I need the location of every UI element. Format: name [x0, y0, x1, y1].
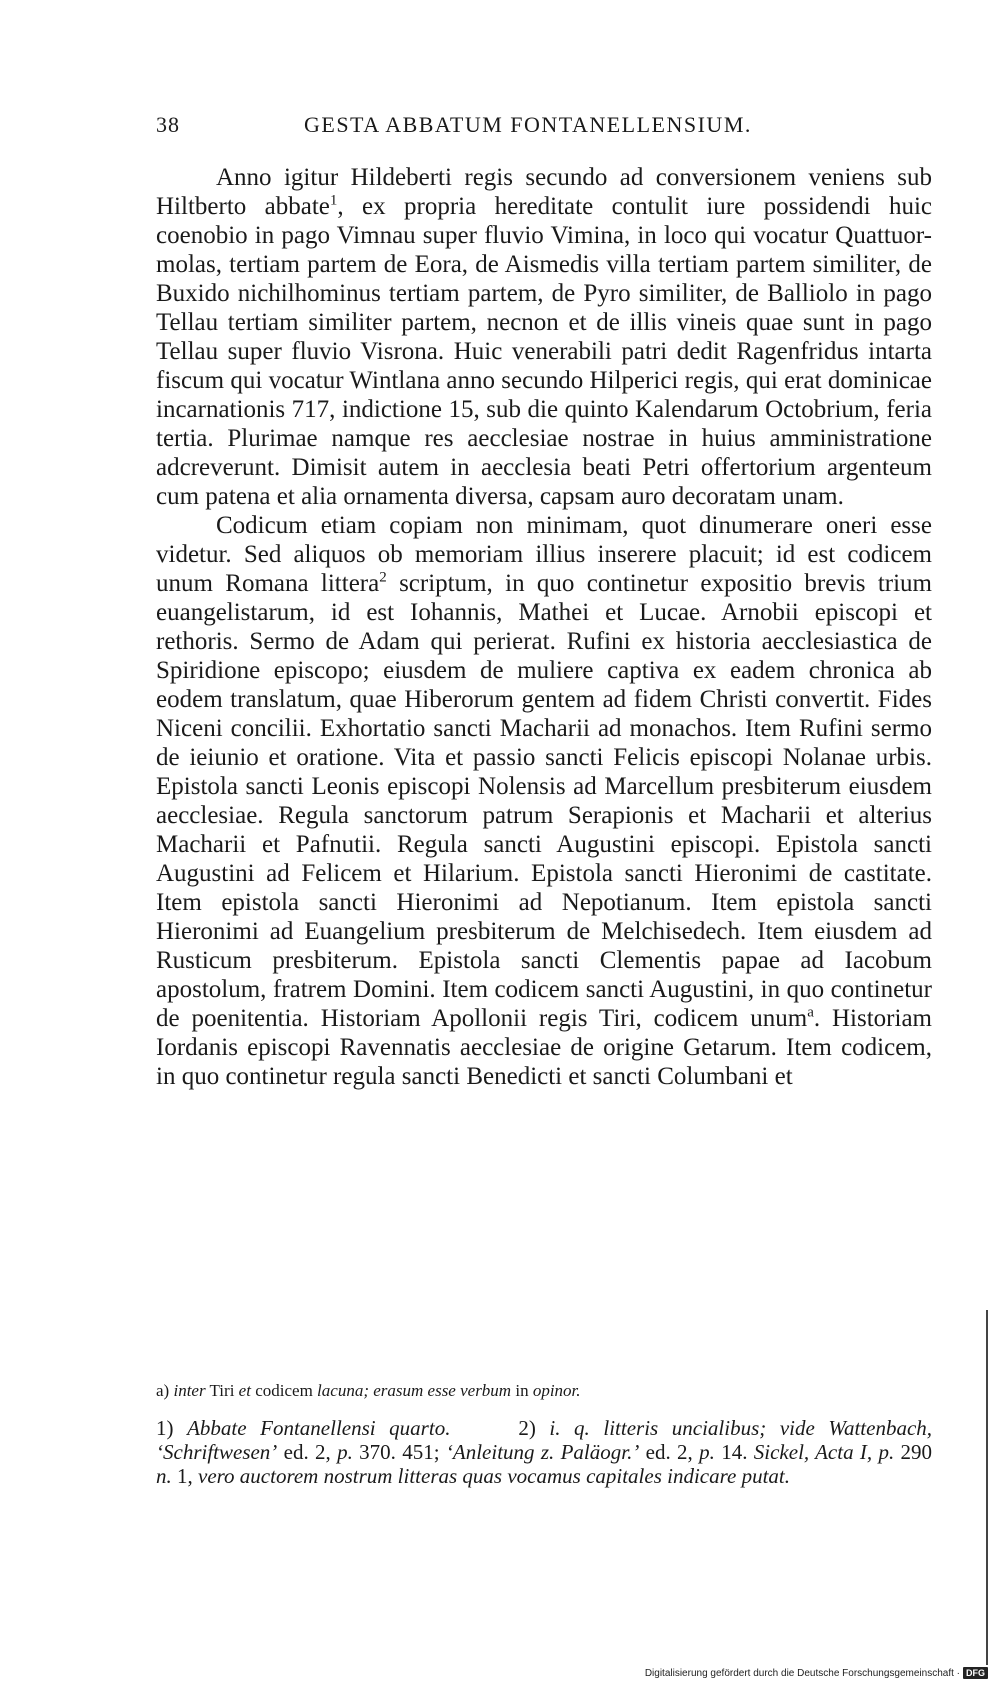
footnotes-numbered: [156, 1416, 932, 1488]
footnote-2-italic-2: Wattenbach, ‘Schriftwesen’: [156, 1416, 933, 1464]
footnote-a-italic-2: et: [238, 1381, 251, 1400]
digitization-credit: [645, 1667, 988, 1679]
credit-text: Digitalisierung gefördert durch die Deutsche Forschungsgemeinschaft ·: [644, 1667, 960, 1679]
main-text: [156, 163, 932, 1091]
paragraph-1: [156, 163, 932, 511]
paragraph-2-text-c: . Historiam Iordanis episcopi Ravennatis aecclesiae de origine Getarum. Item codicem, in quo continetur regula sancti Benedicti et sancti Columbani et: [156, 1005, 932, 1090]
footnote-2-roman-5: 290: [894, 1440, 933, 1464]
paragraph-1-text-b: , ex propria hereditate contulit iure possidendi huic coenobio in pago Vimnau super fluvio Vimina, in loco qui vocatur Quattuor-molas, tertiam partem de Eora, de Aismedis villa tertiam partem similiter, de Buxido nichilhominus tertiam partem, de Pyro similiter, de Balliolo in pago Tellau tertiam similiter partem, necnon et de illis vineis quae sunt in pago Tellau super fluvio Visrona. Huic venerabili patri dedit Ragenfridus intarta fiscum qui vocatur Wintlana anno secundo Hilperici regis, qui erat dominicae incarnationis 717, indictione 15, sub die quinto Kalendarum Octobrium, feria tertia. Plurimae namque res aecclesiae nostrae in huius amministratione adcreverunt. Dimisit autem in aecclesia beati Petri offertorium argenteum cum patena et alia ornamenta diversa, capsam auro decoratam unam.: [156, 193, 932, 510]
paragraph-1-text-a: Anno igitur Hildeberti regis secundo ad conversionem veniens sub Hiltberto abbate: [156, 164, 932, 220]
footnote-a: [156, 1380, 932, 1402]
footnote-2-roman-6: 1,: [171, 1464, 198, 1488]
footnote-1-text: Abbate Fontanellensi quarto.: [187, 1416, 451, 1440]
footnote-2-italic-7: n.: [156, 1464, 172, 1488]
paragraph-2: [156, 511, 932, 1091]
page-number: 38: [156, 112, 180, 137]
footnote-ref-a: a: [807, 1004, 814, 1021]
footnote-2-italic-8: vero auctorem nostrum litteras quas vocamus capitales indicare putat.: [198, 1464, 791, 1488]
footnote-2-italic-5: p.: [699, 1440, 715, 1464]
footnote-2-roman-3: ed. 2,: [639, 1440, 700, 1464]
footnote-2-roman-4: 14.: [714, 1440, 754, 1464]
footnote-a-italic-3: lacuna; erasum esse verbum: [317, 1381, 512, 1400]
footnote-a-mark: a): [156, 1381, 170, 1400]
footnote-2-roman-1: ed. 2,: [277, 1440, 338, 1464]
footnote-ref-1: 1: [329, 192, 338, 209]
footnote-2-mark: 2): [518, 1416, 536, 1440]
footnote-a-italic-1: inter: [173, 1381, 206, 1400]
footnote-a-roman-1: Tiri: [205, 1381, 239, 1400]
running-title: GESTA ABBATUM FONTANELLENSIUM.: [304, 112, 752, 137]
footnote-2-italic-4: ‘Anleitung z. Paläogr.’: [445, 1440, 640, 1464]
scan-margin-line: [986, 1310, 988, 1665]
dfg-logo: DFG: [963, 1667, 988, 1679]
paragraph-2-text-b: scriptum, in quo continetur expositio brevis trium euangelistarum, id est Iohannis, Mathei et Lucae. Arnobii episcopi et rethoris. Sermo de Adam qui perierat. Rufini ex historia aecclesiastica de Spiridione episcopo; eiusdem de muliere captiva ex eadem chronica ab eodem translatum, quae Hiberorum gentem ad fidem Christi convertit. Fides Niceni concilii. Exhortatio sancti Macharii ad monachos. Item Rufini sermo de ieiunio et oratione. Vita et passio sancti Felicis episcopi Nolanae urbis. Epistola sancti Leonis episcopi Nolensis ad Marcellum presbiterum eiusdem aecclesiae. Regula sanctorum patrum Serapionis et Macharii et alterius Macharii et Pafnutii. Regula sancti Augustini episcopi. Epistola sancti Augustini ad Felicem et Hilarium. Epistola sancti Hieronimi de castitate. Item epistola sancti Hieronimi ad Nepotianum. Item epistola sancti Hieronimi ad Euangelium presbiterum de Melchisedech. Item eiusdem ad Rusticum presbiterum. Epistola sancti Clementis papae ad Iacobum apostolum, fratrem Domini. Item codicem sancti Augustini, in quo continetur de poenitentia. Historiam Apollonii regis Tiri, codicem unum: [156, 570, 933, 1032]
footnote-a-roman-3: in: [511, 1381, 533, 1400]
footnote-1-mark: 1): [156, 1416, 174, 1440]
footnote-2-italic-1: i. q. litteris uncialibus; vide: [549, 1416, 815, 1440]
footnote-2-italic-3: p.: [337, 1440, 353, 1464]
footnote-ref-2: 2: [379, 569, 387, 586]
footnote-a-roman-2: codicem: [250, 1381, 318, 1400]
footnote-2-italic-6: Sickel, Acta I, p.: [753, 1440, 895, 1464]
paragraph-2-text-a: Codicum etiam copiam non minimam, quot dinumerare oneri esse videtur. Sed aliquos ob memoriam illius inserere placuit; id est codicem unum Romana littera: [156, 512, 932, 597]
footnote-a-italic-4: opinor.: [532, 1381, 581, 1400]
footnotes: [156, 1380, 932, 1488]
footnote-2-roman-2: 370. 451;: [352, 1440, 446, 1464]
